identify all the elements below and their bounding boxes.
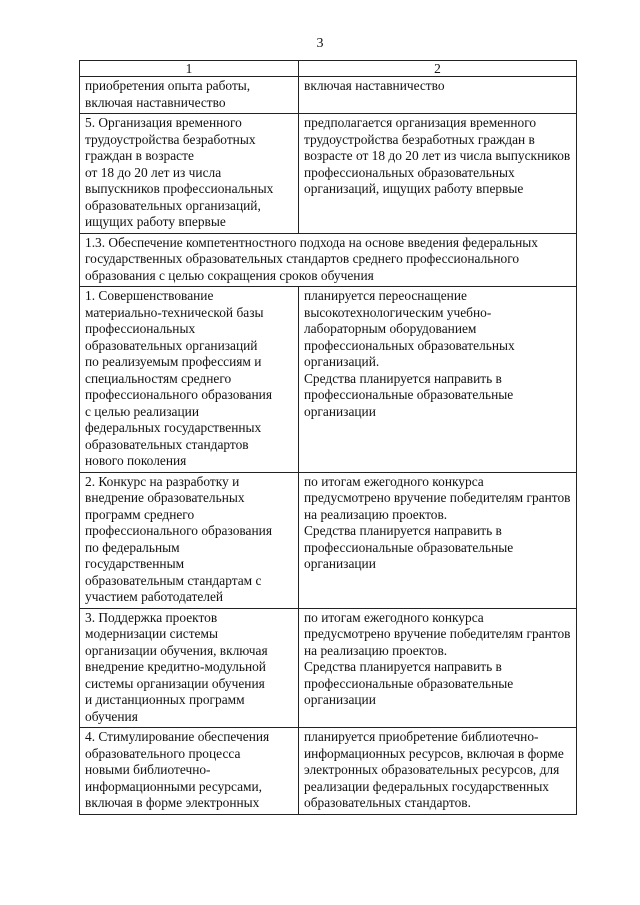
section-heading — [80, 233, 577, 287]
description-text: включая наставничество — [304, 78, 445, 93]
measure-text: 1. Совершенствование материально-технической базы профессиональных образовательных организаций по реализуемым профессиям и специальностям среднего профессионального образования с целью реализации федеральных государственных образовательных стандартов нового поколения — [85, 288, 272, 468]
measure-text: 5. Организация временного трудоустройства безработных граждан в возрасте от 18 до 20 лет из числа выпускников профессиональных образовательных организаций, ищущих работу впервые — [85, 115, 274, 229]
section-heading-text: 1.3. Обеспечение компетентностного подхода на основе введения федеральных государственных образовательных стандартов среднего профессионального образования с целью сокращения сроков обучения — [85, 234, 538, 283]
description-text: планируется переоснащение высокотехнологическим учебно- лабораторным оборудованием профессиональных образовательных организаций. Средства планируется направить в профессиональные образовательные организации — [304, 288, 515, 419]
measure-text: 2. Конкурс на разработку и внедрение образовательных программ среднего профессионального образования по федеральным государственным образовательным стандартам с участием работодателей — [85, 473, 272, 604]
table-row — [80, 287, 577, 473]
table-header-row — [80, 61, 577, 77]
table-row — [80, 472, 577, 608]
table-row — [80, 728, 577, 815]
description-cell — [299, 114, 577, 234]
measure-text: 3. Поддержка проектов модернизации системы организации обучения, включая внедрение кредитно-модульной системы организации обучения и дистанционных программ обучения — [85, 609, 268, 724]
description-cell — [299, 77, 577, 114]
description-cell — [299, 728, 577, 815]
description-cell — [299, 608, 577, 728]
table-row — [80, 608, 577, 728]
measures-table — [79, 60, 577, 815]
table-row — [80, 77, 577, 114]
measure-text: приобретения опыта работы, включая наставничество — [85, 78, 251, 110]
measure-cell — [80, 608, 299, 728]
page-number: 3 — [316, 36, 324, 51]
table-row — [80, 114, 577, 234]
measure-text: 4. Стимулирование обеспечения образовательного процесса новыми библиотечно- информационными ресурсами, включая в форме электронных — [85, 729, 270, 810]
section-heading-row — [80, 233, 577, 287]
description-text: предполагается организация временного трудоустройства безработных граждан в возрасте от 18 до 20 лет из числа выпускников профессиональных образовательных организаций, ищущих работу впервые — [304, 115, 571, 196]
column-header-1: 1 — [80, 61, 299, 77]
description-text: по итогам ежегодного конкурса предусмотрено вручение победителям грантов на реализацию проектов. Средства планируется направить в профессиональные образовательные организации — [304, 473, 571, 571]
description-text: по итогам ежегодного конкурса предусмотрено вручение победителям грантов на реализацию проектов. Средства планируется направить в профессиональные образовательные организации — [304, 609, 571, 707]
measure-cell — [80, 287, 299, 473]
description-text: планируется приобретение библиотечно- информационных ресурсов, включая в форме электронных образовательных ресурсов, для реализации федеральных государственных образовательных стандартов. — [304, 729, 564, 810]
measure-cell — [80, 472, 299, 608]
measure-cell — [80, 728, 299, 815]
measure-cell — [80, 77, 299, 114]
measure-cell — [80, 114, 299, 234]
description-cell — [299, 472, 577, 608]
description-cell — [299, 287, 577, 473]
column-header-2: 2 — [299, 61, 577, 77]
